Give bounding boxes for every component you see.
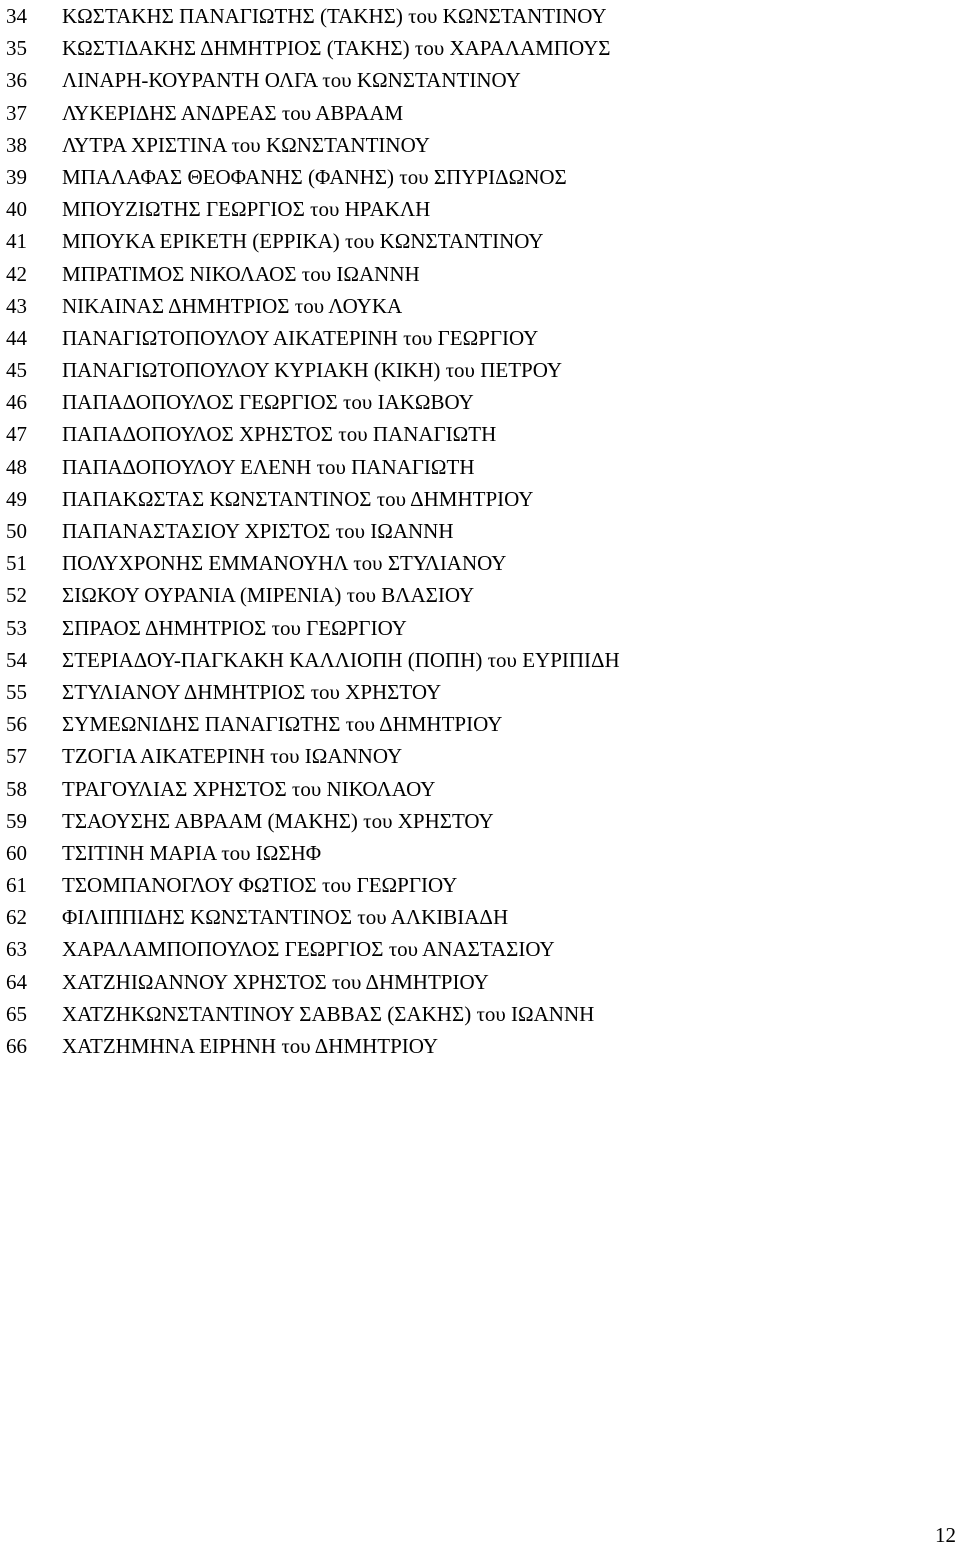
row-name: ΤΖΟΓΙΑ ΑΙΚΑΤΕΡΙΝΗ του ΙΩΑΝΝΟΥ [62, 744, 403, 769]
row-number: 56 [6, 712, 27, 737]
row-number: 48 [6, 454, 27, 479]
row-number: 37 [6, 100, 27, 125]
row-number: 55 [6, 679, 27, 704]
row-number: 38 [6, 132, 27, 157]
row-name: ΚΩΣΤΙΔΑΚΗΣ ΔΗΜΗΤΡΙΟΣ (ΤΑΚΗΣ) του ΧΑΡΑΛΑΜΠΟΥΣ [62, 36, 611, 61]
row-number: 43 [6, 293, 27, 318]
row-number: 57 [6, 744, 27, 769]
row-name: ΤΣΟΜΠΑΝΟΓΛΟΥ ΦΩΤΙΟΣ του ΓΕΩΡΓΙΟΥ [62, 873, 458, 898]
row-name: ΚΩΣΤΑΚΗΣ ΠΑΝΑΓΙΩΤΗΣ (ΤΑΚΗΣ) του ΚΩΝΣΤΑΝΤΙΝΟΥ [62, 4, 607, 28]
row-name: ΠΑΠΑΚΩΣΤΑΣ ΚΩΝΣΤΑΝΤΙΝΟΣ του ΔΗΜΗΤΡΙΟΥ [62, 486, 534, 511]
row-name: ΣΠΡΑΟΣ ΔΗΜΗΤΡΙΟΣ του ΓΕΩΡΓΙΟΥ [62, 615, 407, 640]
page-number: 12 [935, 1523, 956, 1547]
row-number: 58 [6, 776, 27, 801]
row-number: 64 [6, 969, 27, 994]
row-number: 65 [6, 1001, 27, 1026]
row-number: 51 [6, 551, 27, 576]
row-number: 61 [6, 873, 27, 898]
row-number: 66 [6, 1034, 27, 1058]
row-name: ΛΥΤΡΑ ΧΡΙΣΤΙΝΑ του ΚΩΝΣΤΑΝΤΙΝΟΥ [62, 132, 430, 157]
row-number: 50 [6, 519, 27, 543]
row-name: ΝΙΚΑΙΝΑΣ ΔΗΜΗΤΡΙΟΣ του ΛΟΥΚΑ [62, 293, 403, 318]
row-number: 52 [6, 583, 27, 608]
row-name: ΠΑΝΑΓΙΩΤΟΠΟΥΛΟΥ ΚΥΡΙΑΚΗ (ΚΙΚΗ) του ΠΕΤΡΟΥ [62, 358, 562, 383]
row-name: ΠΟΛΥΧΡΟΝΗΣ ΕΜΜΑΝΟΥΗΛ του ΣΤΥΛΙΑΝΟΥ [62, 551, 507, 576]
row-name: ΦΙΛΙΠΠΙΔΗΣ ΚΩΝΣΤΑΝΤΙΝΟΣ του ΑΛΚΙΒΙΑΔΗ [62, 905, 509, 930]
row-name: ΜΠΡΑΤΙΜΟΣ ΝΙΚΟΛΑΟΣ του ΙΩΑΝΝΗ [62, 261, 420, 286]
row-number: 35 [6, 36, 27, 61]
row-name: ΧΑΤΖΗΚΩΝΣΤΑΝΤΙΝΟΥ ΣΑΒΒΑΣ (ΣΑΚΗΣ) του ΙΩΑΝΝΗ [62, 1001, 595, 1026]
row-number: 53 [6, 615, 27, 640]
row-number: 62 [6, 905, 27, 930]
row-name: ΣΤΥΛΙΑΝΟΥ ΔΗΜΗΤΡΙΟΣ του ΧΡΗΣΤΟΥ [62, 679, 442, 704]
row-number: 39 [6, 164, 27, 189]
row-name: ΠΑΠΑΔΟΠΟΥΛΟΣ ΓΕΩΡΓΙΟΣ του ΙΑΚΩΒΟΥ [62, 390, 474, 415]
row-number: 59 [6, 808, 27, 833]
row-name: ΛΙΝΑΡΗ-ΚΟΥΡΑΝΤΗ ΟΛΓΑ του ΚΩΝΣΤΑΝΤΙΝΟΥ [62, 68, 521, 93]
row-name: ΣΙΩΚΟΥ ΟΥΡΑΝΙΑ (ΜΙΡΕΝΙΑ) του ΒΛΑΣΙΟΥ [62, 583, 475, 608]
row-name: ΜΠΑΛΑΦΑΣ ΘΕΟΦΑΝΗΣ (ΦΑΝΗΣ) του ΣΠΥΡΙΔΩΝΟΣ [62, 164, 567, 189]
row-number: 63 [6, 937, 27, 962]
row-name: ΠΑΠΑΔΟΠΟΥΛΟΣ ΧΡΗΣΤΟΣ του ΠΑΝΑΓΙΩΤΗ [62, 422, 497, 447]
row-number: 41 [6, 229, 27, 254]
row-name: ΤΣΙΤΙΝΗ ΜΑΡΙΑ του ΙΩΣΗΦ [62, 840, 322, 865]
row-number: 40 [6, 197, 27, 222]
row-name: ΧΑΤΖΗΜΗΝΑ ΕΙΡΗΝΗ του ΔΗΜΗΤΡΙΟΥ [62, 1034, 439, 1058]
row-name: ΣΤΕΡΙΑΔΟΥ-ΠΑΓΚΑΚΗ ΚΑΛΛΙΟΠΗ (ΠΟΠΗ) του ΕΥΡΙΠΙΔΗ [62, 647, 620, 672]
row-number: 49 [6, 486, 27, 511]
row-number: 47 [6, 422, 27, 447]
row-number: 36 [6, 68, 27, 93]
row-name: ΠΑΠΑΔΟΠΟΥΛΟΥ ΕΛΕΝΗ του ΠΑΝΑΓΙΩΤΗ [62, 454, 475, 479]
row-number: 45 [6, 358, 27, 383]
row-name: ΤΡΑΓΟΥΛΙΑΣ ΧΡΗΣΤΟΣ του ΝΙΚΟΛΑΟΥ [62, 776, 436, 801]
row-number: 46 [6, 390, 27, 415]
row-name: ΜΠΟΥΚΑ ΕΡΙΚΕΤΗ (ΕΡΡΙΚΑ) του ΚΩΝΣΤΑΝΤΙΝΟΥ [62, 229, 544, 254]
row-name: ΠΑΠΑΝΑΣΤΑΣΙΟΥ ΧΡΙΣΤΟΣ του ΙΩΑΝΝΗ [62, 519, 454, 543]
row-number: 42 [6, 261, 27, 286]
row-name: ΧΑΡΑΛΑΜΠΟΠΟΥΛΟΣ ΓΕΩΡΓΙΟΣ του ΑΝΑΣΤΑΣΙΟΥ [62, 937, 555, 962]
row-name: ΜΠΟΥΖΙΩΤΗΣ ΓΕΩΡΓΙΟΣ του ΗΡΑΚΛΗ [62, 197, 431, 222]
row-name: ΛΥΚΕΡΙΔΗΣ ΑΝΔΡΕΑΣ του ΑΒΡΑΑΜ [62, 100, 404, 125]
row-name: ΧΑΤΖΗΙΩΑΝΝΟΥ ΧΡΗΣΤΟΣ του ΔΗΜΗΤΡΙΟΥ [62, 969, 489, 994]
row-name: ΤΣΑΟΥΣΗΣ ΑΒΡΑΑΜ (ΜΑΚΗΣ) του ΧΡΗΣΤΟΥ [62, 808, 494, 833]
row-name: ΠΑΝΑΓΙΩΤΟΠΟΥΛΟΥ ΑΙΚΑΤΕΡΙΝΗ του ΓΕΩΡΓΙΟΥ [62, 325, 539, 350]
row-number: 34 [6, 4, 27, 28]
row-number: 44 [6, 325, 27, 350]
row-number: 54 [6, 647, 27, 672]
row-name: ΣΥΜΕΩΝΙΔΗΣ ΠΑΝΑΓΙΩΤΗΣ του ΔΗΜΗΤΡΙΟΥ [62, 712, 503, 737]
row-number: 60 [6, 840, 27, 865]
